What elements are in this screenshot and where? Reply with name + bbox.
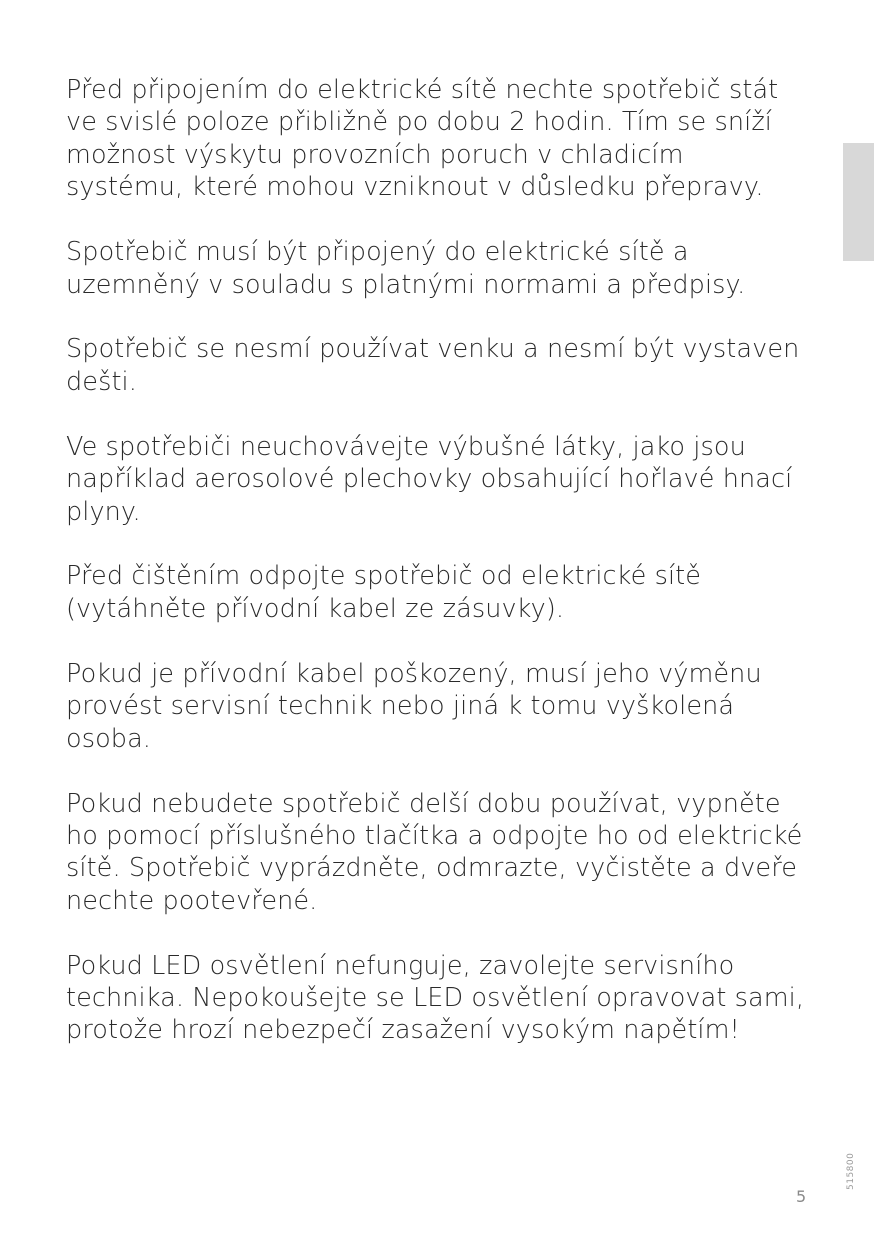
paragraph-long-absence: Pokud nebudete spotřebič delší dobu používat, vypněte ho pomocí příslušného tlačítka a odpojte ho od elektrické sítě. Spotřebič vyprázdněte, odmrazte, vyčistěte a dveře nechte pootevřené. xyxy=(66,788,803,916)
chapter-tab-marker xyxy=(843,143,874,261)
page-content xyxy=(66,74,806,1079)
paragraph-cleaning: Před čištěním odpojte spotřebič od elektrické sítě (vytáhněte přívodní kabel ze zásuvky). xyxy=(66,561,702,624)
paragraph-outdoor-use: Spotřebič se nesmí používat venku a nesmí být vystaven dešti. xyxy=(66,334,800,397)
document-code: 515800 xyxy=(846,1152,856,1190)
paragraph-led-lighting: Pokud LED osvětlení nefunguje, zavolejte servisního technika. Nepokoušejte se LED osvětlení opravovat sami, protože hrozí nebezpečí zasažení vysokým napětím! xyxy=(66,950,805,1046)
paragraph-damaged-cable: Pokud je přívodní kabel poškozený, musí jeho výměnu provést servisní technik nebo jiná k tomu vyškolená osoba. xyxy=(66,658,762,754)
paragraph-transport-settle: Před připojením do elektrické sítě nechte spotřebič stát ve svislé poloze přibližně po dobu 2 hodin. Tím se sníží možnost výskytu provozních poruch v chladicím systému, které mohou vzniknout v důsledku přepravy. xyxy=(66,75,779,203)
page-number: 5 xyxy=(796,1187,807,1206)
paragraph-grounding: Spotřebič musí být připojený do elektrické sítě a uzemněný v souladu s platnými normami a předpisy. xyxy=(66,237,746,300)
paragraph-explosives: Ve spotřebiči neuchovávejte výbušné látky, jako jsou například aerosolové plechovky obsahující hořlavé hnací plyny. xyxy=(66,431,793,527)
